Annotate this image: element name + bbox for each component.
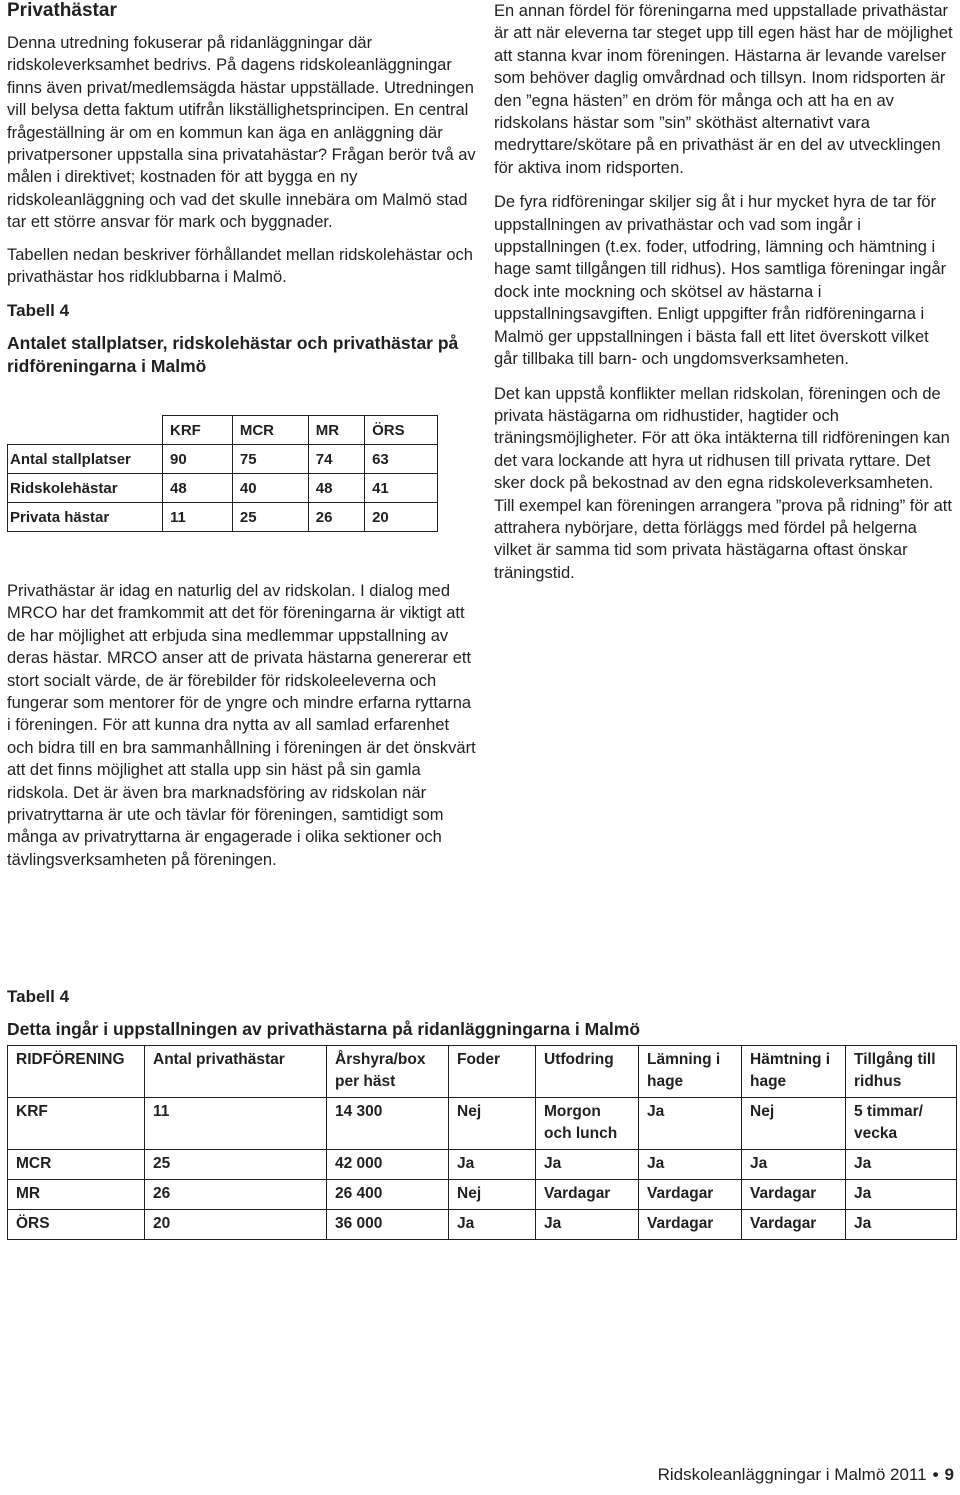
table-cell: 74	[308, 445, 364, 474]
table-cell: 63	[365, 445, 438, 474]
table-cell: 41	[365, 474, 438, 503]
table-cell: Nej	[742, 1097, 846, 1149]
table-cell: KRF	[8, 1097, 145, 1149]
stall-places-table	[7, 415, 438, 532]
page-number: 9	[944, 1465, 954, 1484]
table-cell: 26 400	[327, 1179, 449, 1209]
table-header-cell: RIDFÖRENING	[8, 1045, 145, 1097]
table-header-cell: Foder	[449, 1045, 536, 1097]
table-cell: 25	[232, 503, 308, 532]
table-row	[8, 1097, 957, 1149]
table-cell: 40	[232, 474, 308, 503]
table-cell: 20	[365, 503, 438, 532]
table-header-cell: Utfodring	[536, 1045, 639, 1097]
left-column	[7, 0, 477, 377]
table-row	[8, 474, 438, 503]
table-cell: 5 timmar/ vecka	[846, 1097, 957, 1149]
table-cell: Ja	[846, 1209, 957, 1239]
table-cell: Vardagar	[536, 1179, 639, 1209]
table-cell: 75	[232, 445, 308, 474]
table1-label: Tabell 4	[7, 301, 70, 321]
table-cell: 36 000	[327, 1209, 449, 1239]
table-row	[8, 1209, 957, 1239]
footer-separator: •	[932, 1465, 939, 1484]
table-cell: 26	[145, 1179, 327, 1209]
table-header-cell: Årshyra/box per häst	[327, 1045, 449, 1097]
section-heading: Privathästar	[7, 0, 117, 21]
right-paragraph-3: Det kan uppstå konflikter mellan ridskolan, föreningen och de privata hästägarna om ridhustider, hagtider och träningsmöjligheter. För att öka intäkterna till ridföreningen kan det vara lockande att hyra ut ridhusen till privata ryttare. Det sker dock på bekostnad av den egna ridskoleverksamheten. Till exempel kan föreningen arrangera ”prova på ridning” för att attrahera nybörjare, detta förläggs med fördel på helgerna vilket är samma tid som privata hästägarna oftast önskar träningstid.	[494, 384, 952, 582]
right-column	[494, 0, 954, 584]
table-header-cell: MR	[308, 416, 364, 445]
table-header-cell: Tillgång till ridhus	[846, 1045, 957, 1097]
table-intro-paragraph: Tabellen nedan beskriver förhållandet mellan ridskolehästar och privathästar hos ridklubbarna i Malmö.	[7, 245, 473, 287]
table-cell: Ja	[449, 1149, 536, 1179]
table-cell: Antal stallplatser	[8, 445, 163, 474]
table-cell: Ja	[639, 1097, 742, 1149]
table-cell: 90	[163, 445, 233, 474]
table-header-row	[8, 416, 438, 445]
table-cell: Ja	[639, 1149, 742, 1179]
table-cell: 48	[308, 474, 364, 503]
table-cell: Morgon och lunch	[536, 1097, 639, 1149]
table-cell: ÖRS	[8, 1209, 145, 1239]
footer-title: Ridskoleanläggningar i Malmö 2011	[657, 1465, 927, 1484]
table-cell: Vardagar	[742, 1209, 846, 1239]
table-cell: Ja	[536, 1209, 639, 1239]
table-cell: Vardagar	[742, 1179, 846, 1209]
table-cell: 14 300	[327, 1097, 449, 1149]
table-header-row	[8, 1045, 957, 1097]
table-row	[8, 445, 438, 474]
table-row	[8, 503, 438, 532]
table-cell: Vardagar	[639, 1209, 742, 1239]
table-header-cell: Lämning i hage	[639, 1045, 742, 1097]
table-row	[8, 1179, 957, 1209]
table-header-cell: KRF	[163, 416, 233, 445]
boarding-section	[7, 986, 957, 1240]
table-cell: MR	[8, 1179, 145, 1209]
table-header-cell	[8, 416, 163, 445]
table-header-cell: MCR	[232, 416, 308, 445]
table-cell: MCR	[8, 1149, 145, 1179]
left-lower-text	[7, 580, 477, 871]
table-cell: Ridskolehästar	[8, 474, 163, 503]
table-header-cell: Antal privathästar	[145, 1045, 327, 1097]
table-cell: 20	[145, 1209, 327, 1239]
table-cell: 11	[163, 503, 233, 532]
intro-paragraph: Denna utredning fokuserar på ridanläggningar där ridskoleverksamhet bedrivs. På dagens ridskoleanläggningar finns även privat/medlemsägda hästar uppställade. Utredningen vill belysa detta faktum utifrån likställighetsprincipen. En central frågeställning är om en kommun kan äga en anläggning där privatpersoner uppstalla sina privatahästar? Frågan berör två av målen i direktivet; kostnaden för att bygga en ny ridskoleanläggning och vad det skulle innebära om Malmö stad tar ett större ansvar för mark och byggnader.	[7, 34, 476, 232]
right-paragraph-1: En annan fördel för föreningarna med uppstallade privathästar är att när eleverna tar steget upp till egen häst har de möjlighet att stanna kvar inom föreningen. Hästarna är levande varelser som behöver daglig omvårdnad och tillsyn. Inom ridsporten är den ”egna hästen” en dröm för många och att ha en av ridskolans hästar som ”sin” sköthäst alternativt vara medryttare/skötare på en privathäst är en del av utvecklingen för aktiva inom ridsporten.	[494, 2, 953, 177]
boarding-table	[7, 1045, 957, 1240]
table-cell: 48	[163, 474, 233, 503]
table-cell: 25	[145, 1149, 327, 1179]
table-cell: Ja	[846, 1179, 957, 1209]
table-cell: Nej	[449, 1097, 536, 1149]
page-footer	[658, 1465, 954, 1485]
table-cell: 26	[308, 503, 364, 532]
private-horses-paragraph: Privathästar är idag en naturlig del av ridskolan. I dialog med MRCO har det framkommit att det för föreningarna är viktigt att de har möjlighet att erbjuda sina medlemmar uppstallning av deras hästar. MRCO anser att de privata hästarna genererar ett stort socialt värde, de är förebilder för ridskoleeleverna och fungerar som mentorer för de yngre och mindre erfarna ryttarna i föreningen. För att kunna dra nytta av all samlad erfarenhet och bidra till en bra sammanhållning i föreningen är det önskvärt att det finns möjlighet att stalla upp sin häst på sin gamla ridskola. Det är även bra marknadsföring av ridskolan när privatryttarna är ute och tävlar för föreningen, samtidigt som många av privatryttarna är engagerade i olika sektioner och tävlingsverksamheten på föreningen.	[7, 582, 476, 869]
table-cell: Privata hästar	[8, 503, 163, 532]
table-cell: Ja	[846, 1149, 957, 1179]
table1-title: Antalet stallplatser, ridskolehästar och privathästar på ridföreningarna i Malmö	[7, 333, 459, 376]
table-row	[8, 1149, 957, 1179]
right-paragraph-2: De fyra ridföreningar skiljer sig åt i hur mycket hyra de tar för uppstallningen av privathästar och vad som ingår i uppstallningen (t.ex. foder, utfodring, lämning och hämtning i hage samt tillgången till ridhus). Hos samtliga föreningar ingår dock inte mockning och skötsel av hästarna i uppstallningsavgiften. Enligt uppgifter från ridföreningarna i Malmö ger uppstallningen i bästa fall ett litet överskott vilket går tillbaka till barn- och ungdomsverksamheten.	[494, 193, 947, 369]
table-cell: 42 000	[327, 1149, 449, 1179]
table-cell: Vardagar	[639, 1179, 742, 1209]
table-cell: 11	[145, 1097, 327, 1149]
table2-label: Tabell 4	[7, 987, 70, 1006]
table2-title: Detta ingår i uppstallningen av privathästarna på ridanläggningarna i Malmö	[7, 1019, 641, 1039]
table-cell: Ja	[536, 1149, 639, 1179]
table-cell: Ja	[449, 1209, 536, 1239]
table-header-cell: Hämtning i hage	[742, 1045, 846, 1097]
table-cell: Ja	[742, 1149, 846, 1179]
table-cell: Nej	[449, 1179, 536, 1209]
table-header-cell: ÖRS	[365, 416, 438, 445]
